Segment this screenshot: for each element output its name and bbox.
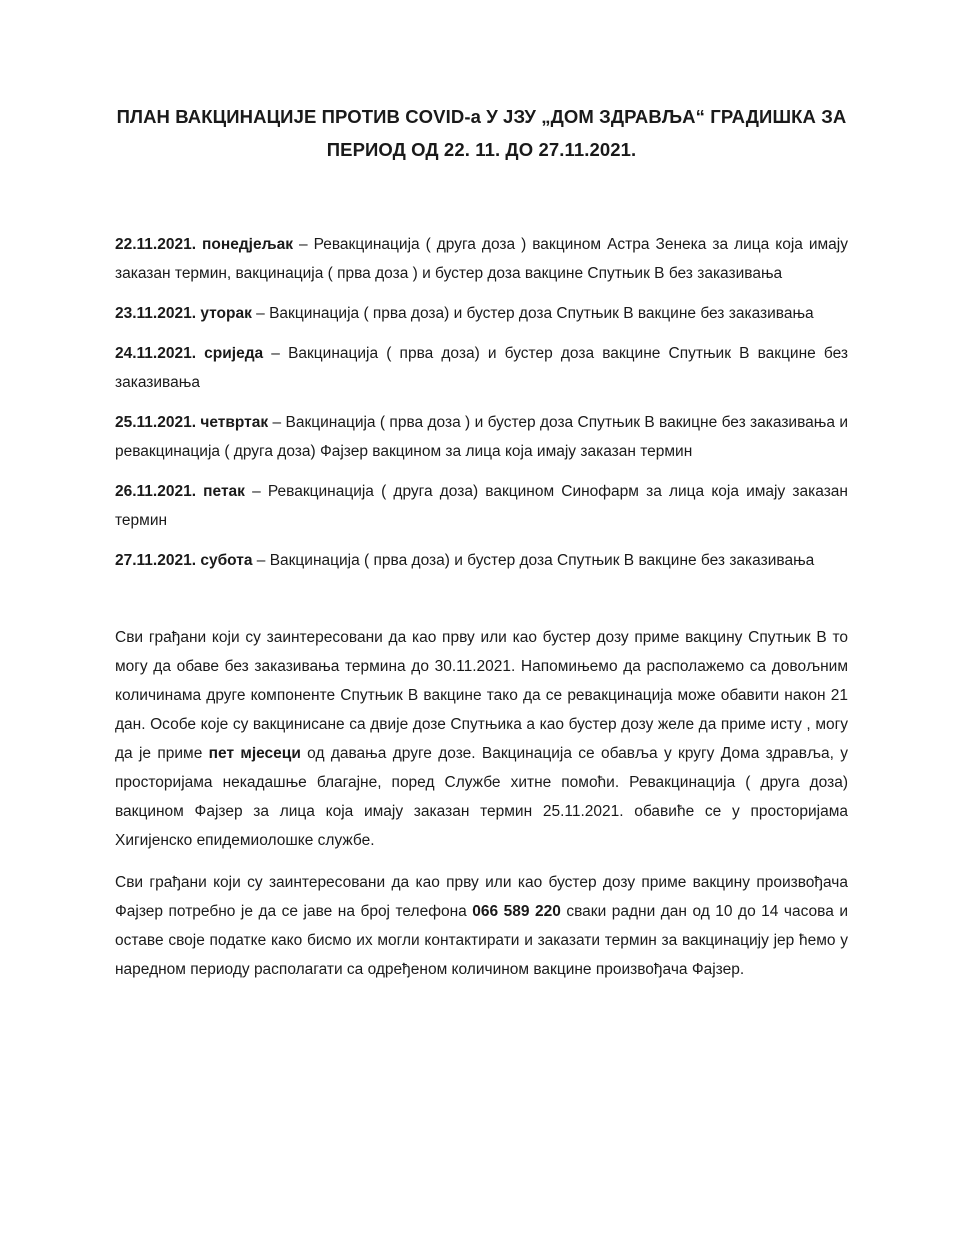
entry-text: Ревакцинација ( друга доза ) вакцином Астра Зенека за лица која имају заказан термин, вакцинација ( прва доза ) и бустер доза вакцине Спутњик В без заказивања bbox=[115, 236, 848, 282]
dash-separator: – bbox=[244, 483, 268, 500]
date-label: 22.11.2021. понедјељак bbox=[115, 236, 293, 253]
date-label: 24.11.2021. сриједа bbox=[115, 345, 264, 362]
text-segment: од давања друге дозе. Вакцинација се обавља у кругу Дома здравља, у просторијама некадашње благајне, поред Службе хитне помоћи. Ревакцинација ( друга доза) вакцином Фајзер за лица која имају заказан термин 25.11.2021. обавиће се у просторијама Хигијенско епидемиолошке службе. bbox=[115, 745, 848, 849]
dash-separator: – bbox=[292, 236, 314, 253]
schedule-entry-friday bbox=[115, 477, 848, 535]
bold-phone-number: 066 589 220 bbox=[472, 903, 561, 920]
text-segment: сваки радни дан од 10 до 14 часова и оставе своје податке како бисмо их могли контактирати и заказати термин за вакцинацију јер ћемо у наредном периоду располагати са одређеном количином вакцине произвођача Фајзер. bbox=[115, 903, 849, 978]
entry-text: Вакцинација ( прва доза) и бустер доза Спутњик В вакцине без заказивања bbox=[269, 305, 814, 322]
schedule-entry-tuesday bbox=[115, 299, 848, 328]
date-label: 27.11.2021. субота bbox=[115, 552, 253, 569]
schedule-section bbox=[115, 230, 848, 575]
info-paragraph-pfizer bbox=[115, 868, 848, 984]
schedule-entry-monday bbox=[115, 230, 848, 288]
entry-text: Вакцинација ( прва доза) и бустер доза Спутњик В вакцине без заказивања bbox=[269, 552, 815, 569]
dash-separator: – bbox=[268, 414, 286, 431]
dash-separator: – bbox=[263, 345, 289, 362]
schedule-entry-saturday bbox=[115, 546, 848, 575]
dash-separator: – bbox=[251, 305, 270, 322]
date-label: 23.11.2021. уторак bbox=[115, 305, 252, 322]
title-line-2: ПЕРИОД ОД 22. 11. ДО 27.11.2021. bbox=[326, 139, 637, 160]
text-segment: Сви грађани који су заинтересовани да као прву или као бустер дозу приме вакцину Спутњик В то могу да обаве без заказивања термина до 30.11.2021. Напомињемо да располажемо са довољним количинама друге компоненте Спутњик В вакцине тако да се ревакцинација може обавити након 21 дан. Особе које су вакцинисане са двије дозе Спутњика а као бустер дозу желе да приме исту , могу да је приме bbox=[115, 629, 848, 762]
entry-text: Вакцинација ( прва доза ) и бустер доза Спутњик В вакицне без заказивања и ревакцинација ( друга доза) Фајзер вакцином за лица која имају заказан термин bbox=[115, 414, 849, 460]
schedule-entry-thursday bbox=[115, 408, 848, 466]
document-title bbox=[115, 100, 848, 166]
entry-text: Вакцинација ( прва доза) и бустер доза вакцине Спутњик В вакцине без заказивања bbox=[115, 345, 848, 391]
info-section bbox=[115, 623, 848, 984]
date-label: 25.11.2021. четвртак bbox=[115, 414, 269, 431]
entry-text: Ревакцинација ( друга доза) вакцином Синофарм за лица која имају заказан термин bbox=[115, 483, 848, 529]
date-label: 26.11.2021. петак bbox=[115, 483, 245, 500]
dash-separator: – bbox=[252, 552, 270, 569]
schedule-entry-wednesday bbox=[115, 339, 848, 397]
text-segment: Сви грађани који су заинтересовани да као прву или као бустер дозу приме вакцину произвођача Фајзер потребно је да се јаве на број телефона bbox=[115, 874, 848, 920]
info-paragraph-sputnik bbox=[115, 623, 848, 855]
title-line-1: ПЛАН ВАКЦИНАЦИЈЕ ПРОТИВ COVID-a У ЈЗУ „ДОМ ЗДРАВЉА“ ГРАДИШКА ЗА bbox=[116, 106, 847, 127]
bold-five-months: пет мјесеци bbox=[208, 745, 301, 762]
